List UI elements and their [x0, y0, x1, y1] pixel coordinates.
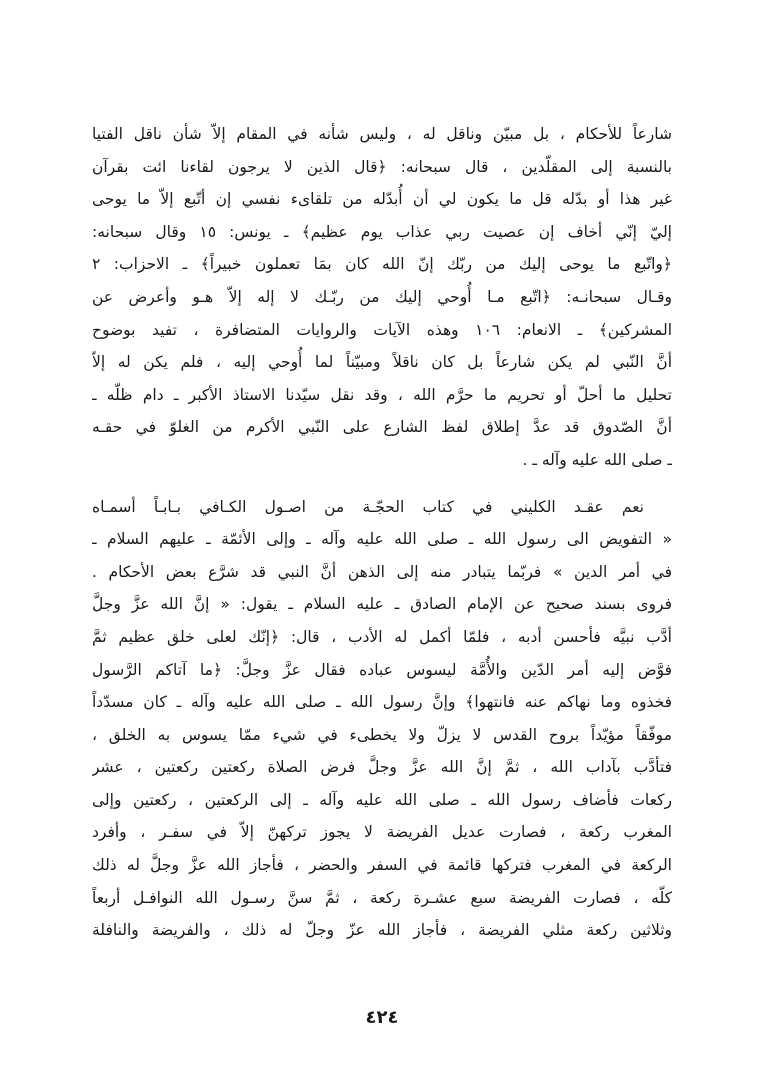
text-line: ﴿واتّبع ما يوحى إليك من ربّك إنّ الله كان بمَا تعملون خبيراً﴾ ـ الاحزاب: ٢ [92, 255, 672, 274]
text-line: « التفويض الى رسول الله ـ صلى الله عليه وآله ـ وإلى الأئمّة ـ عليهم السلام ـ [92, 530, 672, 549]
text-line: إليّ إنّي أخاف إن عصيت ربي عذاب يوم عظيم﴾ ـ يونس: ١٥ وقال سبحانه: [92, 222, 672, 241]
text-line: نعم عقـد الكليني في كتاب الحجّـة من اصـول الكـافي بـابـاً أسمـاه [92, 497, 644, 516]
text-line: فروى بسند صحيح عن الإمام الصادق ـ عليه السلام ـ يقول: « إنَّ الله عزَّ وجلَّ [92, 595, 672, 614]
text-line: غير هذا أو بدّله قل ما يكون لي أن أُبدّله من تلقاىء نفسي إن أتّبع إلاّ ما يوحى [92, 190, 672, 209]
text-line: فوَّض إليه أمر الدّين والأُمَّة ليسوس عباده فقال عزَّ وجلَّ: ﴿ما آتاكم الرَّسول [92, 660, 672, 679]
text-line: أدَّب نبيَّه فأحسن أدبه ، فلمّا أكمل له الأدب ، قال: ﴿إنّك لعلى خلق عظيم ثمَّ [92, 627, 672, 646]
paragraph-2 [92, 491, 672, 947]
text-line: الركعة في المغرب فتركها قائمة في السفر والحضر ، فأجاز الله عزَّ وجلَّ له ذلك [92, 856, 672, 875]
text-line: في أمر الدين » فربّما يتبادر منه إلى الذهن أنَّ النبي قد شرَّع بعض الأحكام . [92, 562, 672, 581]
book-page [92, 118, 672, 1091]
text-line: بالنسبة إلى المقلّدين ، قال سبحانه: ﴿قال الذين لا يرجون لقاءنا ائت بقرآن [92, 157, 672, 176]
paragraph-gap [92, 477, 672, 491]
text-line: فخذوه وما نهاكم عنه فانتهوا﴾ وإنَّ رسول الله ـ صلى الله عليه وآله ـ كان مسدّداً [92, 693, 672, 712]
body-text [92, 118, 672, 947]
text-line: أنَّ الصّدوق قد عدَّ إطلاق لفظ الشارع على النّبي الأكرم من الغلوّ في حقـه [92, 418, 672, 437]
text-line: تحليل ما أحلّ أو تحريم ما حرَّم الله ، وقد نقل سيّدنا الاستاذ الأكبر ـ دام ظلّه ـ [92, 385, 672, 404]
text-line: وثلاثين ركعة مثلي الفريضة ، فأجاز الله عزّ وجلّ له ذلك ، والفريضة والنافلة [92, 921, 672, 940]
text-line: فتأدَّب بآداب الله ، ثمَّ إنَّ الله عزَّ وجلَّ فرض الصلاة ركعتين ركعتين ، عشر [92, 758, 672, 777]
text-line: وقـال سبحانـه: ﴿اتّبع مـا أُوحي إليك من ربّـك لا إله إلاّ هـو وأعرض عن [92, 287, 672, 306]
paragraph-1 [92, 118, 672, 477]
page-number: ٤٢٤ [365, 1007, 399, 1028]
text-line: ـ صلى الله عليه وآله ـ . [522, 450, 672, 469]
text-line: المشركين﴾ ـ الانعام: ١٠٦ وهذه الآيات والروايات المتضافرة ، تفيد بوضوح [92, 320, 672, 339]
text-line: ركعات فأضاف رسول الله ـ صلى الله عليه وآله ـ إلى الركعتين ، ركعتين وإلى [92, 790, 672, 809]
text-line: أنَّ النّبي لم يكن شارعاً بل كان ناقلاً ومبيّناً لما أُوحي إليه ، فلم يكن له إلاّ [92, 353, 672, 372]
text-line: كلّه ، فصارت الفريضة سبع عشـرة ركعة ، ثمَّ سنَّ رسـول الله النوافـل أربعاً [92, 888, 672, 907]
text-line: المغرب ركعة ، فصارت عديل الفريضة لا يجوز تركهنّ إلاّ في سفـر ، وأفرد [92, 823, 672, 842]
text-line: شارعاً للأحكام ، بل مبيّن وناقل له ، وليس شأنه في المقام إلاّ شأن ناقل الفتيا [92, 125, 672, 143]
text-line: موفّقاً مؤيّداً بروح القدس لا يزلّ ولا يخطىء في شيء ممّا يسوس به الخلق ، [92, 725, 672, 744]
